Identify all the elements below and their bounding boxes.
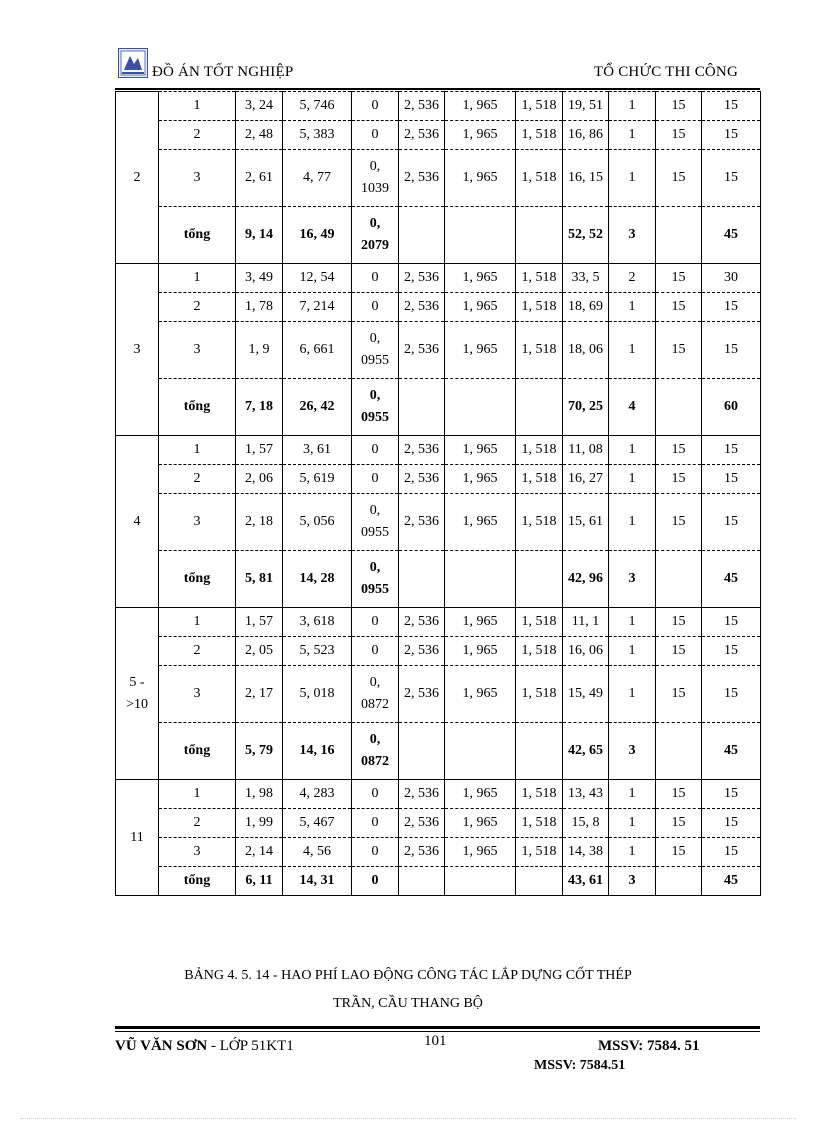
row-index: 1 (159, 608, 236, 637)
table-cell (516, 379, 563, 436)
table-cell: 1 (609, 150, 656, 207)
table-cell: 45 (702, 867, 761, 896)
table-cell: 1, 57 (236, 436, 283, 465)
table-cell: 4, 77 (283, 150, 352, 207)
row-index: 1 (159, 780, 236, 809)
table-caption-line2: TRẦN, CẦU THANG BỘ (333, 996, 483, 1011)
table-cell: 15 (702, 293, 761, 322)
table-cell (656, 551, 702, 608)
table-cell: 15 (656, 838, 702, 867)
table-cell: 15 (702, 637, 761, 666)
table-cell: 0 (352, 608, 399, 637)
table-cell: 33, 5 (563, 264, 609, 293)
table-cell: 1, 965 (445, 264, 516, 293)
table-row (116, 436, 761, 465)
table-cell: 1, 518 (516, 121, 563, 150)
table-cell: 14, 31 (283, 867, 352, 896)
table-cell: 6, 661 (283, 322, 352, 379)
table-cell: 3 (609, 207, 656, 264)
table-cell: 1 (609, 608, 656, 637)
table-cell: 15 (702, 494, 761, 551)
table-cell: 2, 536 (399, 780, 445, 809)
table-cell: 5, 746 (283, 92, 352, 121)
table-cell: 1 (609, 494, 656, 551)
table-cell: 1, 965 (445, 293, 516, 322)
row-index: 1 (159, 264, 236, 293)
table-cell: 1, 518 (516, 322, 563, 379)
table-cell: 5, 523 (283, 637, 352, 666)
table-cell: 2, 536 (399, 264, 445, 293)
table-cell: 1, 518 (516, 608, 563, 637)
table-cell: 15 (656, 780, 702, 809)
table-cell: 2, 05 (236, 637, 283, 666)
table-cell: 15 (656, 92, 702, 121)
table-cell: 0, 0955 (352, 551, 399, 608)
table-cell: 1, 98 (236, 780, 283, 809)
row-index: tổng (159, 723, 236, 780)
table-cell: 2, 536 (399, 150, 445, 207)
labor-cost-table (115, 91, 761, 896)
table-cell: 1, 57 (236, 608, 283, 637)
table-cell: 3 (609, 551, 656, 608)
table-cell: 16, 06 (563, 637, 609, 666)
table-cell: 1, 965 (445, 780, 516, 809)
table-row (116, 264, 761, 293)
table-cell: 1, 518 (516, 465, 563, 494)
table-cell: 2, 536 (399, 121, 445, 150)
table-cell: 0 (352, 809, 399, 838)
table-cell: 15 (702, 809, 761, 838)
table-cell: 15 (702, 322, 761, 379)
table-cell: 16, 49 (283, 207, 352, 264)
university-logo-icon (118, 48, 148, 78)
table-cell: 18, 06 (563, 322, 609, 379)
table-cell (516, 207, 563, 264)
table-cell: 16, 15 (563, 150, 609, 207)
table-cell: 2, 536 (399, 809, 445, 838)
table-total-row (116, 207, 761, 264)
table-total-row (116, 867, 761, 896)
table-cell: 1, 965 (445, 637, 516, 666)
student-id: MSSV: 7584. 51 (598, 1038, 700, 1054)
table-cell: 1, 518 (516, 494, 563, 551)
table-row (116, 293, 761, 322)
table-cell: 16, 27 (563, 465, 609, 494)
table-cell: 15 (702, 608, 761, 637)
table-cell: 3 (609, 867, 656, 896)
table-cell: 1, 965 (445, 494, 516, 551)
table-cell: 1, 518 (516, 809, 563, 838)
table-cell: 0 (352, 293, 399, 322)
table-cell: 3, 49 (236, 264, 283, 293)
table-cell: 1 (609, 92, 656, 121)
table-cell: 1 (609, 465, 656, 494)
row-index: tổng (159, 867, 236, 896)
table-cell: 15 (656, 465, 702, 494)
footer-rule-thin (115, 1031, 760, 1032)
table-cell: 5, 018 (283, 666, 352, 723)
table-cell: 0 (352, 436, 399, 465)
table-row (116, 666, 761, 723)
table-cell: 1, 965 (445, 465, 516, 494)
table-cell: 2, 536 (399, 494, 445, 551)
table-cell: 1, 518 (516, 838, 563, 867)
table-cell: 52, 52 (563, 207, 609, 264)
table-cell: 15 (656, 436, 702, 465)
row-index: tổng (159, 551, 236, 608)
table-cell: 5, 467 (283, 809, 352, 838)
table-cell: 0 (352, 465, 399, 494)
table-cell (399, 723, 445, 780)
table-cell: 0, 1039 (352, 150, 399, 207)
table-cell: 2, 06 (236, 465, 283, 494)
table-total-row (116, 723, 761, 780)
table-cell: 1, 965 (445, 436, 516, 465)
group-label: 5 - >10 (116, 608, 159, 780)
table-cell: 1 (609, 322, 656, 379)
row-index: 1 (159, 436, 236, 465)
page-bottom-edge (20, 1118, 796, 1119)
row-index: 2 (159, 465, 236, 494)
row-index: 1 (159, 92, 236, 121)
table-cell: 0, 0955 (352, 494, 399, 551)
table-cell: 15 (656, 264, 702, 293)
table-cell: 15 (656, 666, 702, 723)
table-cell: 1 (609, 121, 656, 150)
table-cell: 14, 28 (283, 551, 352, 608)
table-cell: 30 (702, 264, 761, 293)
table-cell: 0, 0872 (352, 666, 399, 723)
table-cell (656, 723, 702, 780)
group-label: 3 (116, 264, 159, 436)
table-cell: 1, 518 (516, 150, 563, 207)
table-cell: 1, 518 (516, 637, 563, 666)
table-row (116, 92, 761, 121)
table-cell: 1, 518 (516, 436, 563, 465)
table-cell: 1, 965 (445, 666, 516, 723)
table-cell: 1, 518 (516, 666, 563, 723)
table-cell: 1, 518 (516, 293, 563, 322)
table-cell: 5, 383 (283, 121, 352, 150)
table-total-row (116, 379, 761, 436)
table-row (116, 608, 761, 637)
table-cell: 15 (656, 809, 702, 838)
table-row (116, 637, 761, 666)
row-index: 3 (159, 494, 236, 551)
table-cell (516, 723, 563, 780)
table-row (116, 780, 761, 809)
table-cell: 0 (352, 867, 399, 896)
table-cell (516, 867, 563, 896)
table-cell: 2, 536 (399, 92, 445, 121)
table-cell (399, 379, 445, 436)
table-cell: 0, 0872 (352, 723, 399, 780)
row-index: 3 (159, 322, 236, 379)
table-cell: 2, 536 (399, 436, 445, 465)
table-cell: 2, 536 (399, 666, 445, 723)
row-index: 2 (159, 293, 236, 322)
table-cell: 15 (656, 322, 702, 379)
table-cell: 11, 1 (563, 608, 609, 637)
table-cell: 1, 965 (445, 322, 516, 379)
table-cell: 2 (609, 264, 656, 293)
table-row (116, 150, 761, 207)
table-cell: 2, 17 (236, 666, 283, 723)
table-cell: 1 (609, 436, 656, 465)
table-cell: 1, 965 (445, 838, 516, 867)
table-cell (516, 551, 563, 608)
table-cell: 15 (702, 121, 761, 150)
table-cell: 15 (702, 436, 761, 465)
table-cell: 14, 38 (563, 838, 609, 867)
table-cell: 1 (609, 637, 656, 666)
table-cell: 16, 86 (563, 121, 609, 150)
footer-rule-thick (115, 1026, 760, 1029)
table-row (116, 494, 761, 551)
table-cell: 1, 9 (236, 322, 283, 379)
table-cell: 5, 619 (283, 465, 352, 494)
table-cell: 15 (656, 608, 702, 637)
table-cell: 1 (609, 293, 656, 322)
table-cell: 45 (702, 723, 761, 780)
table-cell: 15 (656, 637, 702, 666)
row-index: 3 (159, 666, 236, 723)
table-cell: 0, 0955 (352, 379, 399, 436)
table-cell: 2, 536 (399, 637, 445, 666)
table-cell: 2, 61 (236, 150, 283, 207)
table-cell: 42, 96 (563, 551, 609, 608)
table-cell: 70, 25 (563, 379, 609, 436)
row-index: 2 (159, 809, 236, 838)
table-cell: 15, 49 (563, 666, 609, 723)
table-cell: 0 (352, 121, 399, 150)
table-cell: 0 (352, 92, 399, 121)
table-total-row (116, 551, 761, 608)
table-cell (445, 379, 516, 436)
table-cell (656, 207, 702, 264)
table-cell (399, 207, 445, 264)
table-cell: 1 (609, 809, 656, 838)
table-cell: 45 (702, 207, 761, 264)
table-cell: 45 (702, 551, 761, 608)
table-cell: 2, 536 (399, 293, 445, 322)
table-cell: 19, 51 (563, 92, 609, 121)
table-cell: 15 (702, 838, 761, 867)
table-cell: 42, 65 (563, 723, 609, 780)
table-cell: 1, 99 (236, 809, 283, 838)
header-right-title: TỔ CHỨC THI CÔNG (593, 64, 738, 80)
table-cell: 3, 61 (283, 436, 352, 465)
table-cell: 1, 965 (445, 608, 516, 637)
table-cell: 15 (656, 121, 702, 150)
footer-author (115, 1038, 294, 1055)
row-index: tổng (159, 207, 236, 264)
table-cell: 15 (702, 780, 761, 809)
table-cell: 1, 78 (236, 293, 283, 322)
table-cell: 2, 536 (399, 838, 445, 867)
group-label: 4 (116, 436, 159, 608)
table-cell: 2, 18 (236, 494, 283, 551)
table-caption-line1: BẢNG 4. 5. 14 - HAO PHÍ LAO ĐỘNG CÔNG TÁC LẮP DỰNG CỐT THÉP (184, 968, 632, 983)
table-cell: 15 (702, 666, 761, 723)
table-cell: 5, 056 (283, 494, 352, 551)
table-cell: 9, 14 (236, 207, 283, 264)
row-index: 3 (159, 838, 236, 867)
table-cell: 2, 536 (399, 465, 445, 494)
table-cell: 7, 214 (283, 293, 352, 322)
table-cell: 0, 0955 (352, 322, 399, 379)
page-number: 101 (424, 1033, 447, 1049)
table-cell: 15, 8 (563, 809, 609, 838)
table-cell (445, 723, 516, 780)
table-row (116, 121, 761, 150)
table-cell (445, 551, 516, 608)
table-cell: 14, 16 (283, 723, 352, 780)
table-cell: 7, 18 (236, 379, 283, 436)
table-cell: 1, 965 (445, 121, 516, 150)
row-index: 2 (159, 121, 236, 150)
header-rule (115, 88, 760, 90)
table-cell: 15 (702, 465, 761, 494)
row-index: 2 (159, 637, 236, 666)
table-cell: 13, 43 (563, 780, 609, 809)
table-cell: 2, 48 (236, 121, 283, 150)
table-cell: 3, 24 (236, 92, 283, 121)
table-cell: 5, 81 (236, 551, 283, 608)
table-cell: 1, 965 (445, 92, 516, 121)
table-cell: 6, 11 (236, 867, 283, 896)
table-cell: 0, 2079 (352, 207, 399, 264)
row-index: 3 (159, 150, 236, 207)
table-cell: 1, 965 (445, 809, 516, 838)
table-cell: 15 (656, 150, 702, 207)
table-cell: 1, 518 (516, 92, 563, 121)
table-cell: 0 (352, 264, 399, 293)
table-cell: 1, 965 (445, 150, 516, 207)
row-index: tổng (159, 379, 236, 436)
table-cell: 15 (702, 92, 761, 121)
header-left-title: ĐỒ ÁN TỐT NGHIỆP (152, 64, 294, 80)
table-cell: 3 (609, 723, 656, 780)
table-cell (399, 867, 445, 896)
table-row (116, 838, 761, 867)
table-cell: 15 (656, 293, 702, 322)
table-cell: 5, 79 (236, 723, 283, 780)
table-row (116, 322, 761, 379)
group-label: 11 (116, 780, 159, 896)
table-row (116, 809, 761, 838)
table-cell: 2, 536 (399, 322, 445, 379)
table-cell: 15, 61 (563, 494, 609, 551)
table-cell: 1, 518 (516, 264, 563, 293)
table-cell: 2, 536 (399, 608, 445, 637)
table-cell (445, 207, 516, 264)
table-cell: 0 (352, 780, 399, 809)
table-cell: 0 (352, 637, 399, 666)
table-cell: 4, 283 (283, 780, 352, 809)
table-cell: 1, 518 (516, 780, 563, 809)
table-cell: 1 (609, 838, 656, 867)
table-cell: 1 (609, 780, 656, 809)
table-cell: 12, 54 (283, 264, 352, 293)
table-cell: 15 (656, 494, 702, 551)
table-cell: 60 (702, 379, 761, 436)
table-cell (656, 867, 702, 896)
table-cell: 3, 618 (283, 608, 352, 637)
table-cell (445, 867, 516, 896)
table-cell: 4 (609, 379, 656, 436)
author-class: - LỚP 51KT1 (207, 1038, 294, 1054)
table-cell: 2, 14 (236, 838, 283, 867)
table-cell: 11, 08 (563, 436, 609, 465)
table-cell: 4, 56 (283, 838, 352, 867)
table-cell (656, 379, 702, 436)
table-row (116, 465, 761, 494)
table-cell (399, 551, 445, 608)
table-cell: 1 (609, 666, 656, 723)
table-cell: 0 (352, 838, 399, 867)
author-name: VŨ VĂN SƠN (115, 1038, 208, 1054)
student-id-secondary: MSSV: 7584.51 (534, 1058, 626, 1073)
table-cell: 26, 42 (283, 379, 352, 436)
table-cell: 43, 61 (563, 867, 609, 896)
table-cell: 15 (702, 150, 761, 207)
group-label: 2 (116, 92, 159, 264)
table-cell: 18, 69 (563, 293, 609, 322)
